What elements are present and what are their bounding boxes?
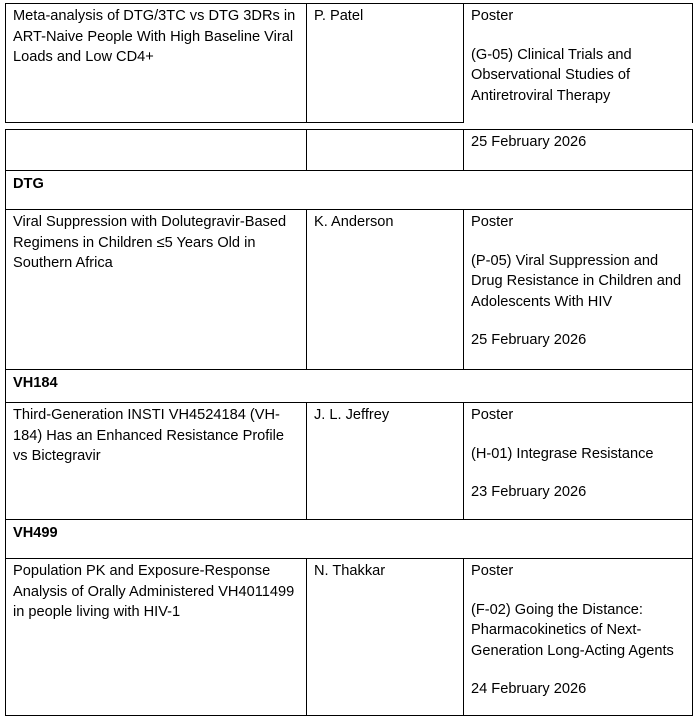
session-name: (G-05) Clinical Trials and Observational Studies of Antiretroviral Therapy xyxy=(471,46,632,104)
presentation-title: Third-Generation INSTI VH4524184 (VH-184) Has an Enhanced Resistance Profile vs Bictegravir xyxy=(6,403,307,520)
presentation-title: Meta-analysis of DTG/3TC vs DTG 3DRs in ART-Naive People With High Baseline Viral Loads and Low CD4+ xyxy=(6,4,307,123)
presentation-date: 24 February 2026 xyxy=(471,681,587,697)
presentation-date: 25 February 2026 xyxy=(471,332,587,348)
presentation-title: Viral Suppression with Dolutegravir-Based Regimens in Children ≤5 Years Old in Southern Africa xyxy=(6,210,307,370)
presentation-title: Population PK and Exposure-Response Analysis of Orally Administered VH4011499 in people living with HIV-1 xyxy=(6,559,307,716)
presenter-name: J. L. Jeffrey xyxy=(307,403,464,520)
presentation-details xyxy=(464,559,693,716)
table-row xyxy=(6,130,693,171)
presentation-details xyxy=(464,210,693,370)
presentation-date: 25 February 2026 xyxy=(471,134,587,150)
section-row-dtg xyxy=(6,171,693,210)
presentation-type: Poster xyxy=(471,407,514,423)
table-row xyxy=(6,403,693,520)
drug-section-heading: VH499 xyxy=(6,520,693,559)
presentation-type: Poster xyxy=(471,214,514,230)
presentation-type: Poster xyxy=(471,8,514,24)
section-row-vh499 xyxy=(6,520,693,559)
session-name: (F-02) Going the Distance: Pharmacokinetics of Next-Generation Long-Acting Agents xyxy=(471,601,674,659)
section-row-vh184 xyxy=(6,370,693,403)
presenter-name: P. Patel xyxy=(307,4,464,123)
presentation-details xyxy=(464,130,693,171)
presentation-details xyxy=(464,4,693,123)
session-name: (P-05) Viral Suppression and Drug Resistance in Children and Adolescents With HIV xyxy=(471,252,682,310)
presenter-name: K. Anderson xyxy=(307,210,464,370)
drug-section-heading: VH184 xyxy=(6,370,693,403)
presentations-table-main xyxy=(5,129,693,716)
table-row xyxy=(6,4,693,123)
table-row xyxy=(6,210,693,370)
presentations-table-top xyxy=(5,3,693,123)
presentation-details xyxy=(464,403,693,520)
presentation-type: Poster xyxy=(471,563,514,579)
drug-section-heading: DTG xyxy=(6,171,693,210)
presenter-name: N. Thakkar xyxy=(307,559,464,716)
presentation-title-empty xyxy=(6,130,307,171)
presentation-date: 23 February 2026 xyxy=(471,484,587,500)
presenter-name-empty xyxy=(307,130,464,171)
table-row xyxy=(6,559,693,716)
session-name: (H-01) Integrase Resistance xyxy=(471,445,654,462)
